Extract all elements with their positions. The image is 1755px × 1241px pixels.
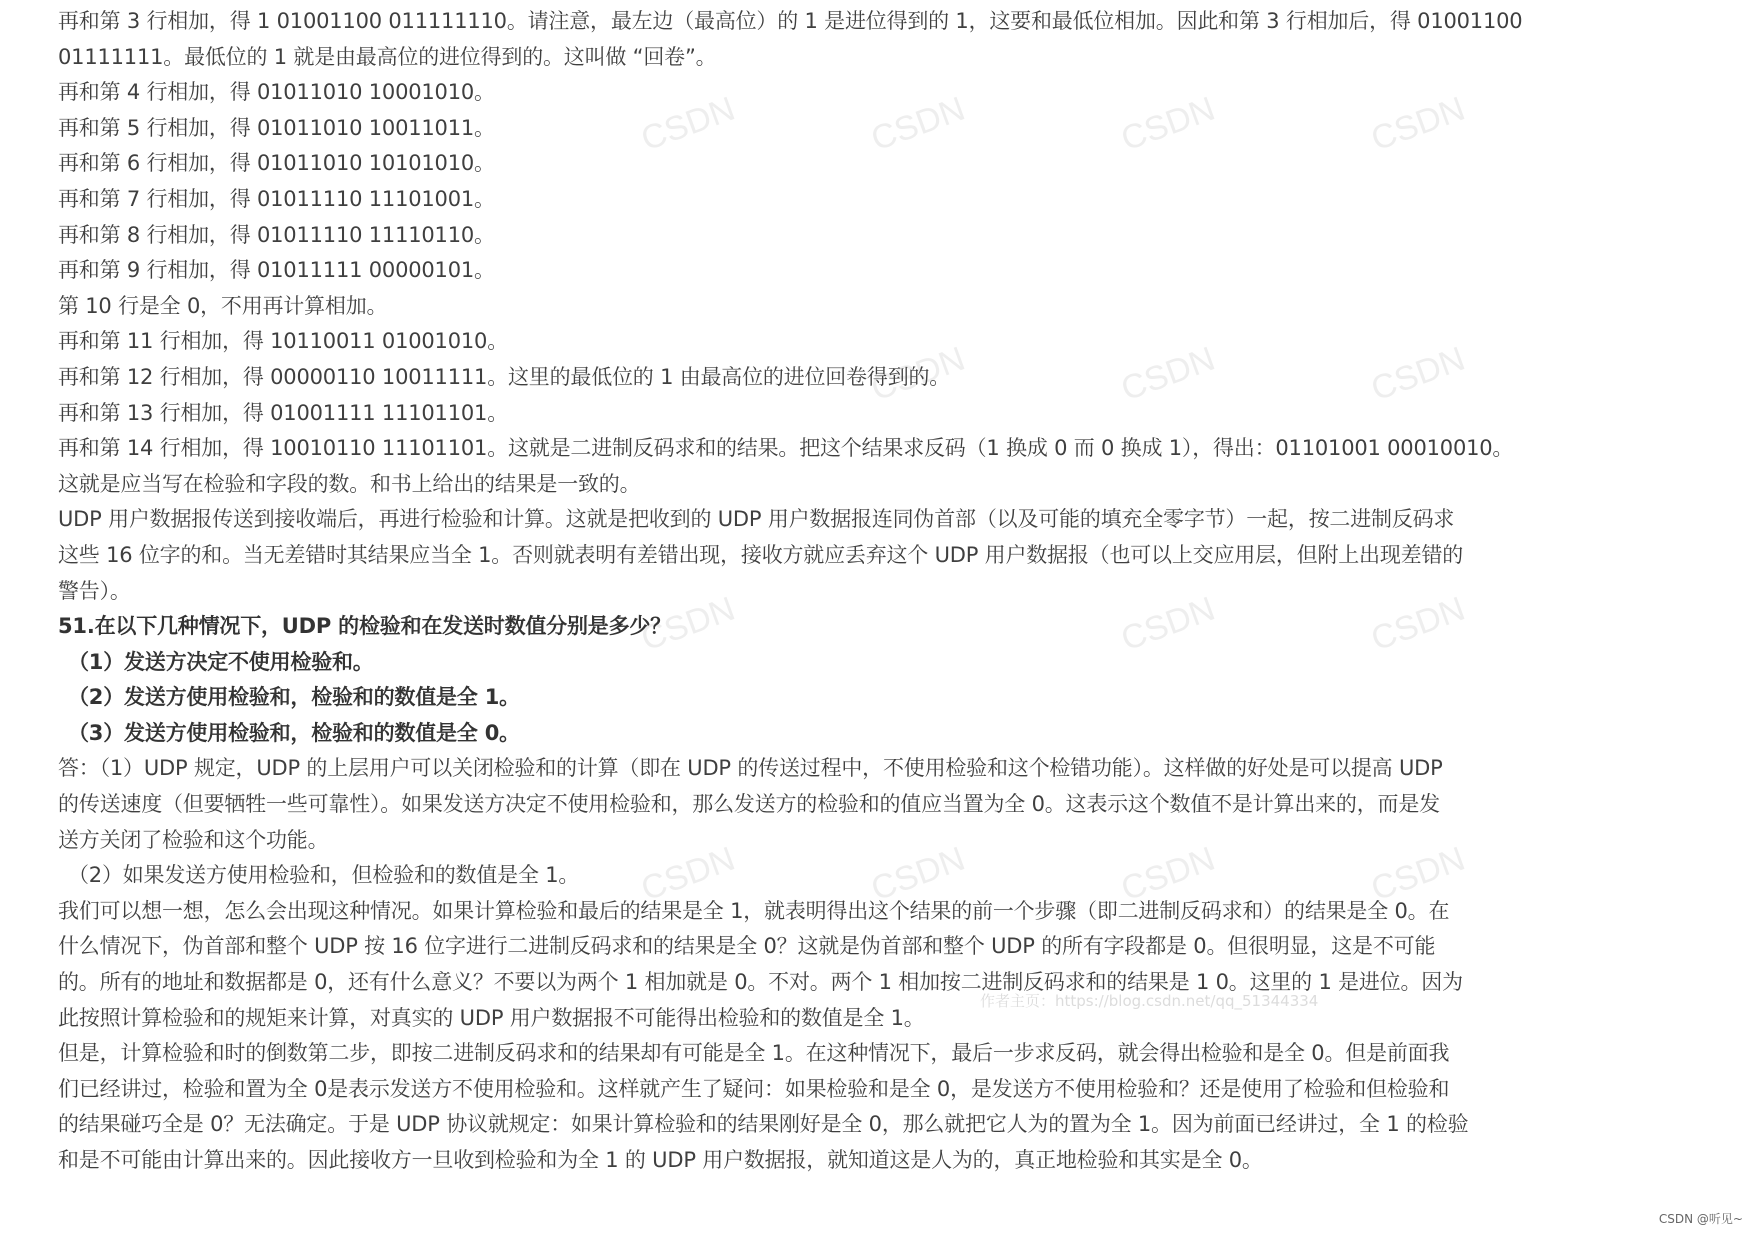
text-line: 再和第 14 行相加，得 10010110 11101101。这就是二进制反码求和的结果。把这个结果求反码（1 换成 0 而 0 换成 1），得出：01101001 00010010。 (58, 436, 1514, 461)
text-line: 这些 16 位字的和。当无差错时其结果应当全 1。否则就表明有差错出现，接收方就应丢弃这个 UDP 用户数据报（也可以上交应用层，但附上出现差错的 (58, 542, 1464, 567)
text-line: 再和第 5 行相加，得 01011010 10011011。 (58, 115, 495, 140)
article-body (58, 4, 1538, 1179)
csdn-watermark: CSDN (866, 89, 970, 159)
text-line: 再和第 6 行相加，得 01011010 10101010。 (58, 151, 495, 176)
text-line: 再和第 12 行相加，得 00000110 10011111。这里的最低位的 1 由最高位的进位回卷得到的。 (58, 364, 951, 389)
text-line: 和是不可能由计算出来的。因此接收方一旦收到检验和为全 1 的 UDP 用户数据报，就知道这是人为的，真正地检验和其实是全 0。 (58, 1148, 1263, 1172)
csdn-watermark: CSDN (1366, 339, 1470, 409)
author-watermark: 作者主页：https://blog.csdn.net/qq_51344334 (980, 992, 1319, 1010)
text-line: 送方关闭了检验和这个功能。 (58, 827, 329, 852)
text-line: 我们可以想一想，怎么会出现这种情况。如果计算检验和最后的结果是全 1，就表明得出这个结果的前一个步骤（即二进制反码求和）的结果是全 0。在 (58, 898, 1450, 923)
text-line: 的传送速度（但要牺牲一些可靠性）。如果发送方决定不使用检验和，那么发送方的检验和的值应当置为全 0。这表示这个数值不是计算出来的，而是发 (58, 792, 1440, 817)
question-line: （3）发送方使用检验和，检验和的数值是全 0。 (68, 720, 520, 745)
question-line: 51.在以下几种情况下，UDP 的检验和在发送时数值分别是多少？ (58, 614, 671, 639)
question-line: （2）发送方使用检验和，检验和的数值是全 1。 (68, 685, 520, 710)
csdn-watermark: CSDN (866, 839, 970, 909)
csdn-watermark: CSDN (1366, 589, 1470, 659)
text-line: 第 10 行是全 0，不用再计算相加。 (58, 293, 388, 318)
csdn-watermark: CSDN (1366, 89, 1470, 159)
csdn-watermark: CSDN (1116, 589, 1220, 659)
text-line: 们已经讲过，检验和置为全 0是表示发送方不使用检验和。这样就产生了疑问：如果检验和是全 0，是发送方不使用检验和？还是使用了检验和但检验和 (58, 1076, 1450, 1101)
text-line: UDP 用户数据报传送到接收端后，再进行检验和计算。这就是把收到的 UDP 用户数据报连同伪首部（以及可能的填充全零字节）一起，按二进制反码求 (58, 507, 1455, 532)
text-line: 的。所有的地址和数据都是 0，还有什么意义？不要以为两个 1 相加就是 0。不对。两个 1 相加按二进制反码求和的结果是 1 0。这里的 1 是进位。因为 (58, 970, 1463, 995)
text-line: 警告）。 (58, 578, 131, 603)
text-line: 再和第 3 行相加，得 1 01001100 011111110。请注意，最左边（最高位）的 1 是进位得到的 1，这要和最低位相加。因此和第 3 行相加后，得 01001100 (58, 9, 1523, 33)
csdn-watermark: CSDN (866, 339, 970, 409)
text-line: 的结果碰巧全是 0？无法确定。于是 UDP 协议就规定：如果计算检验和的结果刚好是全 0，那么就把它人为的置为全 1。因为前面已经讲过，全 1 的检验 (58, 1112, 1469, 1137)
csdn-watermark: CSDN (636, 589, 740, 659)
text-line: 什么情况下，伪首部和整个 UDP 按 16 位字进行二进制反码求和的结果是全 0？这就是伪首部和整个 UDP 的所有字段都是 0。但很明显，这是不可能 (58, 934, 1436, 959)
text-line: 再和第 7 行相加，得 01011110 11101001。 (58, 186, 495, 211)
text-line: 01111111。最低位的 1 就是由最高位的进位得到的。这叫做 “回卷”。 (58, 44, 717, 69)
text-line: （2）如果发送方使用检验和，但检验和的数值是全 1。 (68, 863, 580, 888)
text-line: 答：（1）UDP 规定，UDP 的上层用户可以关闭检验和的计算（即在 UDP 的传送过程中，不使用检验和这个检错功能）。这样做的好处是可以提高 UDP (58, 756, 1443, 781)
csdn-watermark: CSDN (636, 89, 740, 159)
text-line: 再和第 8 行相加，得 01011110 11110110。 (58, 222, 495, 247)
text-line: 此按照计算检验和的规矩来计算，对真实的 UDP 用户数据报不可能得出检验和的数值是全 1。 (58, 1005, 925, 1030)
question-line: （1）发送方决定不使用检验和。 (68, 649, 374, 674)
text-line: 这就是应当写在检验和字段的数。和书上给出的结果是一致的。 (58, 471, 641, 496)
text-line: 再和第 11 行相加，得 10110011 01001010。 (58, 329, 508, 354)
text-line: 再和第 9 行相加，得 01011111 00000101。 (58, 258, 495, 283)
footer-credit: CSDN @听见~ (1658, 1212, 1743, 1226)
csdn-watermark: CSDN (1116, 89, 1220, 159)
csdn-watermark: CSDN (1366, 839, 1470, 909)
csdn-watermark: CSDN (636, 839, 740, 909)
csdn-watermark: CSDN (1116, 339, 1220, 409)
text-line: 但是，计算检验和时的倒数第二步，即按二进制反码求和的结果却有可能是全 1。在这种情况下，最后一步求反码，就会得出检验和是全 0。但是前面我 (58, 1041, 1450, 1066)
text-line: 再和第 13 行相加，得 01001111 11101101。 (58, 400, 508, 425)
csdn-watermark: CSDN (1116, 839, 1220, 909)
text-line: 再和第 4 行相加，得 01011010 10001010。 (58, 80, 495, 105)
